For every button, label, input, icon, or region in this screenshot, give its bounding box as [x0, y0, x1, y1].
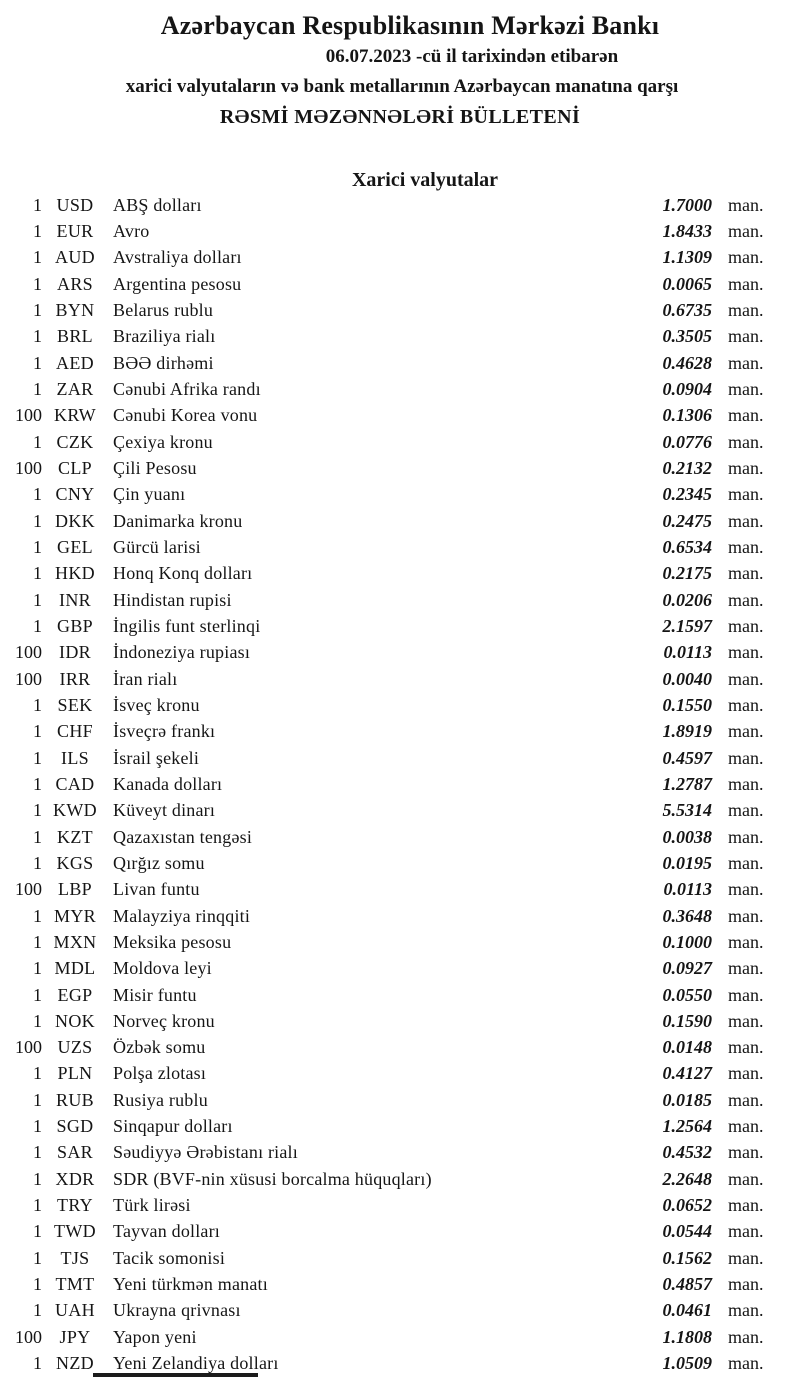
- currency-name: Malayziya rinqqiti: [113, 905, 251, 926]
- nominal-quantity: 1: [33, 615, 42, 636]
- rate-value: 0.0927: [662, 958, 712, 979]
- nominal-quantity: 1: [33, 1063, 42, 1084]
- rate-unit: man.: [728, 247, 764, 268]
- currency-code: IRR: [59, 668, 91, 689]
- rate-value: 1.8919: [662, 721, 712, 742]
- rate-unit: man.: [728, 563, 764, 584]
- rate-row: [0, 587, 800, 613]
- rate-value: 0.2132: [662, 457, 712, 478]
- rate-row: [0, 877, 800, 903]
- rate-value: 0.6534: [662, 536, 712, 557]
- nominal-quantity: 1: [33, 747, 42, 768]
- rate-row: [0, 903, 800, 929]
- currency-code: BYN: [55, 299, 95, 320]
- rate-unit: man.: [728, 352, 764, 373]
- rate-value: 0.0113: [663, 879, 712, 900]
- currency-name: Küveyt dinarı: [113, 800, 216, 821]
- rate-row: [0, 1061, 800, 1087]
- nominal-quantity: 1: [33, 905, 42, 926]
- rate-value: 0.0038: [662, 826, 712, 847]
- rate-unit: man.: [728, 1195, 764, 1216]
- currency-name: Cənubi Afrika randı: [113, 378, 261, 399]
- nominal-quantity: 1: [33, 510, 42, 531]
- currency-code: TWD: [54, 1221, 96, 1242]
- currency-name: İsveç kronu: [113, 694, 200, 715]
- rate-unit: man.: [728, 1116, 764, 1137]
- rate-unit: man.: [728, 773, 764, 794]
- currency-code: MYR: [54, 905, 96, 926]
- rate-row: [0, 1245, 800, 1271]
- nominal-quantity: 100: [15, 668, 42, 689]
- rate-value: 0.0550: [662, 984, 712, 1005]
- currency-name: Cənubi Korea vonu: [113, 405, 258, 426]
- currency-name: Avstraliya dolları: [113, 247, 242, 268]
- rate-value: 0.0148: [662, 1037, 712, 1058]
- rate-unit: man.: [728, 431, 764, 452]
- currency-code: TMT: [55, 1274, 95, 1295]
- effective-date-line: 06.07.2023 -cü il tarixindən etibarən: [325, 46, 619, 67]
- currency-code: KWD: [53, 800, 97, 821]
- rate-value: 0.1306: [662, 405, 712, 426]
- nominal-quantity: 1: [33, 378, 42, 399]
- currency-code: CHF: [57, 721, 93, 742]
- currency-code: AED: [56, 352, 94, 373]
- rate-value: 1.7000: [662, 194, 712, 215]
- rate-row: [0, 429, 800, 455]
- rate-value: 0.3648: [662, 905, 712, 926]
- rate-row: [0, 771, 800, 797]
- currency-name: Rusiya rublu: [113, 1089, 208, 1110]
- currency-code: IDR: [59, 642, 91, 663]
- currency-name: Qazaxıstan tengəsi: [113, 826, 253, 847]
- rate-value: 0.3505: [662, 326, 712, 347]
- rate-value: 0.0040: [662, 668, 712, 689]
- rate-value: 1.2564: [662, 1116, 712, 1137]
- rate-row: [0, 982, 800, 1008]
- rate-row: [0, 666, 800, 692]
- currency-name: Tacik somonisi: [113, 1247, 226, 1268]
- rate-unit: man.: [728, 510, 764, 531]
- rate-row: [0, 692, 800, 718]
- currency-code: MDL: [54, 958, 96, 979]
- currency-name: Gürcü larisi: [113, 536, 201, 557]
- currency-name: Kanada dolları: [113, 773, 223, 794]
- rate-value: 0.0461: [662, 1300, 712, 1321]
- rate-row: [0, 324, 800, 350]
- rate-value: 0.6735: [662, 299, 712, 320]
- rate-value: 1.0509: [662, 1353, 712, 1374]
- currency-name: Hindistan rupisi: [113, 589, 232, 610]
- rate-value: 1.1309: [662, 247, 712, 268]
- rate-row: [0, 1271, 800, 1297]
- rate-unit: man.: [728, 1247, 764, 1268]
- rate-unit: man.: [728, 984, 764, 1005]
- rate-value: 2.1597: [662, 615, 712, 636]
- bulletin-subtitle: xarici valyutaların və bank metallarının Azərbaycan manatına qarşı: [125, 76, 679, 97]
- currency-name: Misir funtu: [113, 984, 197, 1005]
- currency-name: Səudiyyə Ərəbistanı rialı: [113, 1142, 298, 1163]
- currency-code: TRY: [57, 1195, 93, 1216]
- nominal-quantity: 1: [33, 1116, 42, 1137]
- nominal-quantity: 1: [33, 273, 42, 294]
- currency-code: KGS: [56, 852, 94, 873]
- rate-value: 0.0185: [662, 1089, 712, 1110]
- currency-code: XDR: [55, 1168, 95, 1189]
- currency-code: TJS: [60, 1247, 90, 1268]
- rate-row: [0, 719, 800, 745]
- rate-unit: man.: [728, 1300, 764, 1321]
- currency-code: GEL: [57, 536, 93, 557]
- currency-code: NZD: [56, 1353, 94, 1374]
- currency-name: Livan funtu: [113, 879, 200, 900]
- rate-unit: man.: [728, 668, 764, 689]
- rate-row: [0, 1035, 800, 1061]
- rate-row: [0, 929, 800, 955]
- rate-value: 0.2175: [662, 563, 712, 584]
- nominal-quantity: 100: [15, 457, 42, 478]
- nominal-quantity: 1: [33, 220, 42, 241]
- rate-value: 0.1550: [662, 694, 712, 715]
- rate-value: 0.4628: [662, 352, 712, 373]
- nominal-quantity: 1: [33, 536, 42, 557]
- rate-row: [0, 403, 800, 429]
- rate-value: 2.2648: [662, 1168, 712, 1189]
- currency-code: PLN: [57, 1063, 93, 1084]
- nominal-quantity: 1: [33, 931, 42, 952]
- rate-unit: man.: [728, 589, 764, 610]
- rate-row: [0, 850, 800, 876]
- rate-value: 0.0195: [662, 852, 712, 873]
- rate-row: [0, 192, 800, 218]
- nominal-quantity: 100: [15, 1037, 42, 1058]
- nominal-quantity: 1: [33, 694, 42, 715]
- currency-name: Çin yuanı: [113, 484, 186, 505]
- rate-row: [0, 350, 800, 376]
- rate-row: [0, 534, 800, 560]
- nominal-quantity: 1: [33, 431, 42, 452]
- nominal-quantity: 1: [33, 1142, 42, 1163]
- currency-code: RUB: [56, 1089, 94, 1110]
- rate-unit: man.: [728, 220, 764, 241]
- rate-unit: man.: [728, 378, 764, 399]
- rate-unit: man.: [728, 747, 764, 768]
- rate-value: 0.1590: [662, 1010, 712, 1031]
- nominal-quantity: 1: [33, 1089, 42, 1110]
- currency-name: ABŞ dolları: [113, 194, 202, 215]
- rate-unit: man.: [728, 694, 764, 715]
- rate-value: 0.4597: [662, 747, 712, 768]
- nominal-quantity: 1: [33, 773, 42, 794]
- rate-unit: man.: [728, 615, 764, 636]
- currency-code: EGP: [57, 984, 93, 1005]
- nominal-quantity: 1: [33, 194, 42, 215]
- rate-value: 0.0904: [662, 378, 712, 399]
- rate-value: 0.2345: [662, 484, 712, 505]
- rate-unit: man.: [728, 405, 764, 426]
- currency-code: SEK: [57, 694, 93, 715]
- nominal-quantity: 1: [33, 1300, 42, 1321]
- currency-name: Qırğız somu: [113, 852, 205, 873]
- rate-value: 5.5314: [662, 800, 712, 821]
- nominal-quantity: 1: [33, 484, 42, 505]
- currency-code: CZK: [56, 431, 94, 452]
- currency-code: DKK: [55, 510, 95, 531]
- nominal-quantity: 100: [15, 405, 42, 426]
- rate-value: 1.8433: [662, 220, 712, 241]
- nominal-quantity: 1: [33, 852, 42, 873]
- currency-name: İsrail şekeli: [113, 747, 200, 768]
- rate-row: [0, 1166, 800, 1192]
- rate-unit: man.: [728, 1063, 764, 1084]
- nominal-quantity: 1: [33, 1010, 42, 1031]
- currency-name: Danimarka kronu: [113, 510, 243, 531]
- currency-name: Meksika pesosu: [113, 931, 232, 952]
- currency-code: CLP: [58, 457, 92, 478]
- currency-name: Honq Konq dolları: [113, 563, 253, 584]
- currency-name: Avro: [113, 220, 150, 241]
- nominal-quantity: 1: [33, 1168, 42, 1189]
- rates-table: [0, 192, 800, 1377]
- currency-code: ARS: [57, 273, 93, 294]
- currency-name: Ukrayna qrivnası: [113, 1300, 241, 1321]
- rate-row: [0, 482, 800, 508]
- rate-value: 0.4532: [662, 1142, 712, 1163]
- rate-value: 0.1562: [662, 1247, 712, 1268]
- rate-row: [0, 1298, 800, 1324]
- bulletin-title: RƏSMİ MƏZƏNNƏLƏRİ BÜLLETENİ: [219, 106, 581, 128]
- rate-row: [0, 561, 800, 587]
- nominal-quantity: 1: [33, 721, 42, 742]
- nominal-quantity: 100: [15, 642, 42, 663]
- currency-code: UAH: [55, 1300, 95, 1321]
- nominal-quantity: 1: [33, 563, 42, 584]
- currency-code: CNY: [55, 484, 95, 505]
- currency-code: EUR: [56, 220, 94, 241]
- rate-unit: man.: [728, 326, 764, 347]
- rate-unit: man.: [728, 931, 764, 952]
- nominal-quantity: 1: [33, 1221, 42, 1242]
- currency-name: İndoneziya rupiası: [113, 642, 251, 663]
- rate-unit: man.: [728, 1353, 764, 1374]
- nominal-quantity: 1: [33, 1274, 42, 1295]
- rate-row: [0, 798, 800, 824]
- currency-code: USD: [56, 194, 94, 215]
- nominal-quantity: 100: [15, 879, 42, 900]
- currency-name: BƏƏ dirhəmi: [113, 352, 214, 373]
- currency-code: NOK: [55, 1010, 95, 1031]
- currency-code: CAD: [55, 773, 95, 794]
- currency-name: SDR (BVF-nin xüsusi borcalma hüquqları): [113, 1168, 432, 1189]
- rate-row: [0, 640, 800, 666]
- nominal-quantity: 1: [33, 800, 42, 821]
- rate-value: 0.4857: [662, 1274, 712, 1295]
- rate-value: 1.2787: [662, 773, 712, 794]
- nominal-quantity: 1: [33, 352, 42, 373]
- currency-name: Yeni Zelandiya dolları: [113, 1353, 279, 1374]
- currency-code: KZT: [57, 826, 93, 847]
- nominal-quantity: 1: [33, 958, 42, 979]
- rate-unit: man.: [728, 273, 764, 294]
- nominal-quantity: 1: [33, 247, 42, 268]
- currency-name: Çexiya kronu: [113, 431, 213, 452]
- currency-name: Tayvan dolları: [113, 1221, 221, 1242]
- currency-code: ILS: [61, 747, 89, 768]
- rate-unit: man.: [728, 299, 764, 320]
- rate-row: [0, 271, 800, 297]
- rate-unit: man.: [728, 958, 764, 979]
- rate-unit: man.: [728, 826, 764, 847]
- rate-value: 0.0065: [662, 273, 712, 294]
- rate-unit: man.: [728, 194, 764, 215]
- currency-name: İngilis funt sterlinqi: [113, 615, 261, 636]
- bank-name-title: Azərbaycan Respublikasının Mərkəzi Bankı: [160, 11, 660, 40]
- nominal-quantity: 1: [33, 1353, 42, 1374]
- rate-unit: man.: [728, 1274, 764, 1295]
- rate-row: [0, 218, 800, 244]
- currency-code: UZS: [57, 1037, 93, 1058]
- rate-row: [0, 613, 800, 639]
- currency-name: İsveçrə frankı: [113, 721, 216, 742]
- nominal-quantity: 1: [33, 1195, 42, 1216]
- rate-row: [0, 1087, 800, 1113]
- rate-unit: man.: [728, 1089, 764, 1110]
- rate-unit: man.: [728, 1037, 764, 1058]
- rate-value: 0.4127: [662, 1063, 712, 1084]
- rate-unit: man.: [728, 1221, 764, 1242]
- currency-code: JPY: [59, 1326, 91, 1347]
- currency-name: Çili Pesosu: [113, 457, 197, 478]
- currency-code: ZAR: [56, 378, 94, 399]
- currency-code: AUD: [55, 247, 95, 268]
- rate-row: [0, 508, 800, 534]
- rate-unit: man.: [728, 905, 764, 926]
- rate-value: 0.0652: [662, 1195, 712, 1216]
- rate-unit: man.: [728, 1168, 764, 1189]
- rate-row: [0, 245, 800, 271]
- currency-code: SGD: [56, 1116, 94, 1137]
- rate-row: [0, 455, 800, 481]
- rate-value: 0.0776: [662, 431, 712, 452]
- cutoff-next-line: [93, 1373, 258, 1377]
- rate-unit: man.: [728, 721, 764, 742]
- rate-unit: man.: [728, 879, 764, 900]
- currency-name: Türk lirəsi: [113, 1195, 191, 1216]
- currency-name: İran rialı: [113, 668, 178, 689]
- rate-value: 0.0544: [662, 1221, 712, 1242]
- rate-row: [0, 1192, 800, 1218]
- currency-name: Sinqapur dolları: [113, 1116, 233, 1137]
- currency-code: MXN: [53, 931, 97, 952]
- rate-unit: man.: [728, 852, 764, 873]
- currency-name: Belarus rublu: [113, 299, 214, 320]
- rate-value: 1.1808: [662, 1326, 712, 1347]
- rate-unit: man.: [728, 642, 764, 663]
- rate-value: 0.0206: [662, 589, 712, 610]
- currency-code: KRW: [54, 405, 96, 426]
- rate-value: 0.1000: [662, 931, 712, 952]
- nominal-quantity: 100: [15, 1326, 42, 1347]
- nominal-quantity: 1: [33, 299, 42, 320]
- currency-name: Yapon yeni: [113, 1326, 197, 1347]
- rate-row: [0, 1219, 800, 1245]
- rate-row: [0, 824, 800, 850]
- currency-code: INR: [59, 589, 91, 610]
- nominal-quantity: 1: [33, 589, 42, 610]
- currency-code: LBP: [58, 879, 92, 900]
- currency-code: GBP: [57, 615, 93, 636]
- nominal-quantity: 1: [33, 1247, 42, 1268]
- rate-row: [0, 1113, 800, 1139]
- section-title-foreign-currencies: Xarici valyutalar: [351, 169, 499, 191]
- rate-row: [0, 297, 800, 323]
- rate-value: 0.0113: [663, 642, 712, 663]
- rate-row: [0, 1324, 800, 1350]
- currency-name: Özbək somu: [113, 1037, 206, 1058]
- rate-unit: man.: [728, 800, 764, 821]
- rate-row: [0, 1140, 800, 1166]
- currency-name: Braziliya rialı: [113, 326, 216, 347]
- currency-name: Norveç kronu: [113, 1010, 215, 1031]
- rate-unit: man.: [728, 536, 764, 557]
- rate-row: [0, 956, 800, 982]
- currency-code: BRL: [57, 326, 93, 347]
- currency-name: Yeni türkmən manatı: [113, 1274, 268, 1295]
- currency-code: SAR: [57, 1142, 93, 1163]
- currency-name: Polşa zlotası: [113, 1063, 207, 1084]
- nominal-quantity: 1: [33, 984, 42, 1005]
- rate-row: [0, 745, 800, 771]
- currency-name: Argentina pesosu: [113, 273, 242, 294]
- nominal-quantity: 1: [33, 826, 42, 847]
- rate-unit: man.: [728, 1010, 764, 1031]
- rate-row: [0, 376, 800, 402]
- rate-unit: man.: [728, 484, 764, 505]
- rate-unit: man.: [728, 1326, 764, 1347]
- nominal-quantity: 1: [33, 326, 42, 347]
- rate-unit: man.: [728, 457, 764, 478]
- currency-code: HKD: [55, 563, 95, 584]
- rate-value: 0.2475: [662, 510, 712, 531]
- currency-name: Moldova leyi: [113, 958, 212, 979]
- rate-unit: man.: [728, 1142, 764, 1163]
- rate-row: [0, 1008, 800, 1034]
